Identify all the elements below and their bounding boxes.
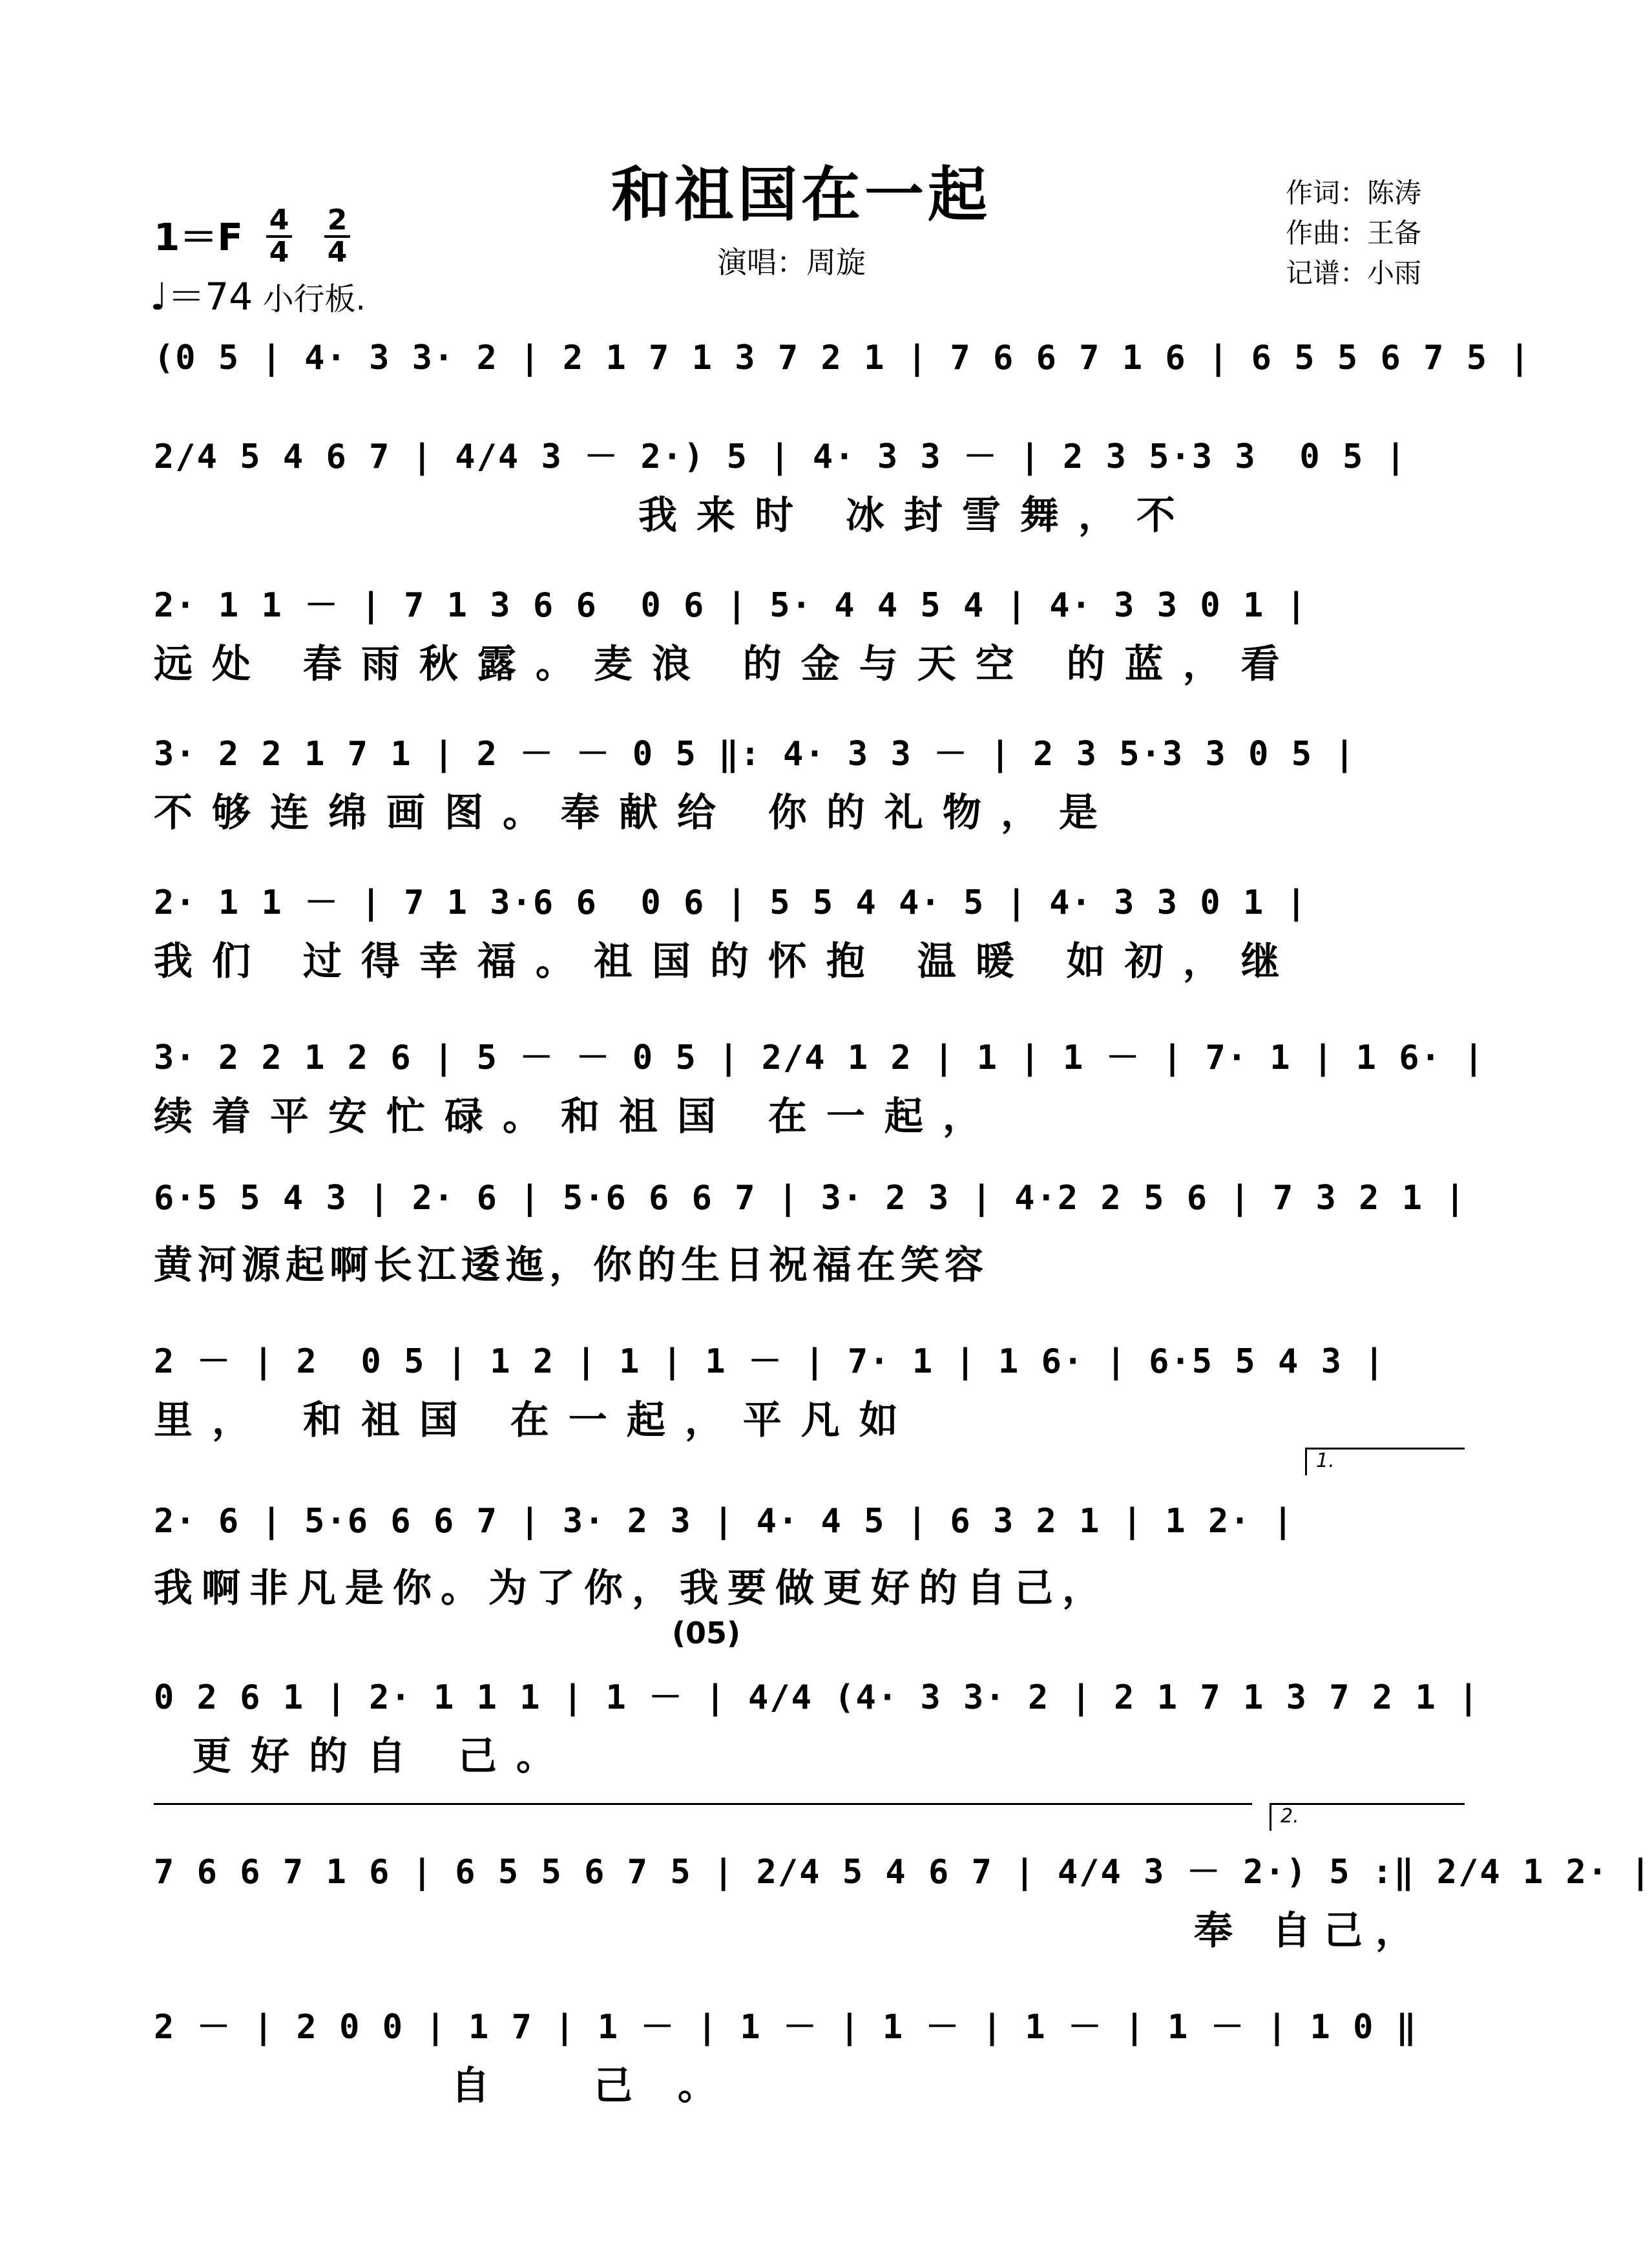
system-12 <box>154 1984 1452 2120</box>
tempo-marking <box>150 266 366 321</box>
lyricist-credit: 作词：陈涛 <box>1286 177 1422 209</box>
notation-line: (0 5 | 4· 3 3· 2 | 2 1 7 1 3 7 2 1 | 7 6 6 7 1 6 | 6 5 5 6 7 5 | <box>154 339 1531 377</box>
system-4 <box>154 711 1452 847</box>
notation-line: 2· 6 | 5·6 6 6 7 | 3· 2 3 | 4· 4 5 | 6 3 2 1 | 1 2· | <box>154 1502 1295 1541</box>
volta-1: 1. <box>1305 1448 1465 1475</box>
lyrics-line: 我啊非凡是你。为了你，我要做更好的自己， <box>154 1566 1110 1611</box>
lyrics-line: 远处 春雨秋露。麦浪 的金与天空 的蓝，看 <box>154 642 1299 687</box>
composer-credit: 作曲：王备 <box>1286 217 1422 249</box>
lyrics-line: 奉 自己， <box>1194 1908 1427 1954</box>
notation-line: 2 － | 2 0 5 | 1 2 | 1 | 1 － | 7· 1 | 1 6· | 6·5 5 4 3 | <box>154 1342 1386 1381</box>
system-6 <box>154 1015 1485 1150</box>
time-signature-4-4: 4 4 <box>265 206 293 268</box>
notation-line: 0 2 6 1 | 2· 1 1 1 | 1 － | 4/4 (4· 3 3· 2 | 2 1 7 1 3 7 2 1 | <box>154 1678 1480 1717</box>
notation-line: 2/4 5 4 6 7 | 4/4 3 － 2·) 5 | 4· 3 3 － | 2 3 5·3 3 0 5 | <box>154 438 1407 476</box>
volta-2: 2. <box>1270 1803 1465 1831</box>
lyrics-line: 黄河源起啊长江逶迤，你的生日祝福在笑容 <box>154 1243 988 1288</box>
notation-line: 6·5 5 4 3 | 2· 6 | 5·6 6 6 7 | 3· 2 3 | 4·2 2 5 6 | 7 3 2 1 | <box>154 1179 1467 1218</box>
credits-block <box>1286 173 1421 293</box>
tempo-value: ♩＝74 <box>150 275 253 319</box>
lyrics-line: 续着平安忙碌。和祖国 在一起， <box>154 1094 1001 1139</box>
lyrics-line: 更好的自 己。 <box>193 1734 574 1779</box>
tempo-text: 小行板. <box>262 281 366 317</box>
system-8 <box>154 1318 1452 1454</box>
notation-line: 2· 1 1 － | 7 1 3·6 6 0 6 | 5 5 4 4· 5 | 4· 3 3 0 1 | <box>154 883 1308 922</box>
lyrics-line: 我们 过得幸福。祖国的怀抱 温暖 如初，继 <box>154 939 1299 984</box>
system-9 <box>154 1486 1452 1622</box>
system-5 <box>154 859 1452 995</box>
notation-line: 7 6 6 7 1 6 | 6 5 5 6 7 5 | 2/4 5 4 6 7 | 4/4 3 － 2·) 5 :‖ 2/4 1 2· | <box>154 1853 1652 1892</box>
divider-line <box>154 1803 1252 1805</box>
notation-line: 2· 1 1 － | 7 1 3 6 6 0 6 | 5· 4 4 5 4 | 4· 3 3 0 1 | <box>154 586 1308 625</box>
system-11 <box>154 1829 1652 1965</box>
lyrics-line: 不够连绵画图。奉献给 你的礼物，是 <box>154 790 1117 836</box>
lyrics-line: 自 己。 <box>451 2063 762 2109</box>
song-title: 和祖国在一起 <box>611 160 991 229</box>
system-7 <box>154 1163 1467 1299</box>
transcriber-credit: 记谱：小雨 <box>1286 257 1422 289</box>
system-1 <box>154 323 1531 394</box>
system-10 <box>154 1654 1480 1790</box>
key-signature: 1＝F <box>154 215 243 259</box>
singer-credit: 演唱：周旋 <box>717 245 866 280</box>
notation-line: 3· 2 2 1 2 6 | 5 － － 0 5 | 2/4 1 2 | 1 | 1 － | 7· 1 | 1 6· | <box>154 1039 1485 1077</box>
alt-ending-mark: (05) <box>672 1616 741 1650</box>
lyrics-line: 里， 和祖国 在一起，平凡如 <box>154 1398 917 1443</box>
system-2 <box>154 414 1452 549</box>
system-3 <box>154 562 1452 698</box>
notation-line: 3· 2 2 1 7 1 | 2 － － 0 5 ‖: 4· 3 3 － | 2 3 5·3 3 0 5 | <box>154 735 1356 774</box>
lyrics-line: 我来时 冰封雪舞，不 <box>638 493 1195 538</box>
time-signature-2-4: 2 4 <box>323 206 351 268</box>
notation-line: 2 － | 2 0 0 | 1 7 | 1 － | 1 － | 1 － | 1 － | 1 － | 1 0 ‖ <box>154 2008 1418 2047</box>
